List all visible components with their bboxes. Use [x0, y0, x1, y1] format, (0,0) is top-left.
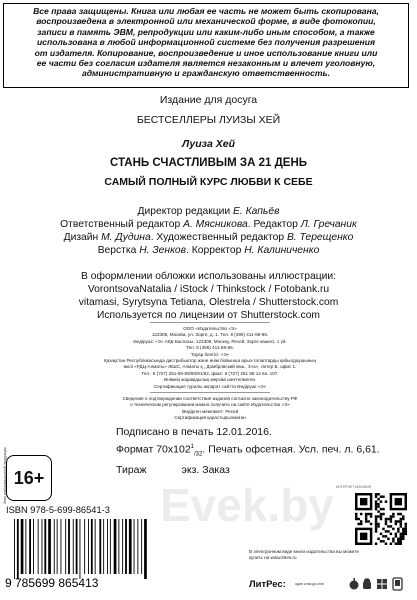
- qr-module: [400, 525, 402, 527]
- certification-line: Сертификация қарастырылмаған: [174, 415, 246, 421]
- divider: [150, 392, 270, 393]
- edition-label: Издание для досуга: [159, 94, 258, 106]
- credit-line: [0, 231, 417, 244]
- qr-module: [385, 535, 387, 537]
- illustration-credit-line: Используется по лицензии от Shutterstock.com: [96, 310, 321, 321]
- android-icon: [363, 578, 371, 589]
- qr-module: [382, 540, 384, 542]
- qr-module: [390, 515, 392, 517]
- credit-line: [0, 218, 417, 231]
- barcode-digits: 9 785699 865413: [5, 576, 99, 589]
- qr-module: [402, 538, 404, 540]
- series-label: БЕСТСЕЛЛЕРЫ ЛУИЗЫ ХЕЙ: [136, 114, 281, 126]
- barcode-bar: [125, 519, 127, 574]
- litres-line: купить на www.litres.ru: [249, 555, 297, 560]
- barcode-bar: [38, 519, 39, 574]
- format-line: Формат $70x102^1_{/32}$. Печать офсетная. Усл. печ. л. 6,61.: [116, 443, 380, 458]
- qr-module: [375, 515, 377, 517]
- qr-module: [360, 498, 367, 505]
- illustration-credit-line: vitamasi, Syrytsyna Tetiana, Olestrela / Shutterstock.com: [78, 297, 339, 308]
- qr-module: [402, 533, 404, 535]
- qr-module: [395, 533, 397, 535]
- qr-module: [405, 533, 407, 535]
- book-title: СТАНЬ СЧАСТЛИВЫМ ЗА 21 ДЕНЬ: [109, 157, 308, 169]
- barcode-bar: [95, 519, 96, 574]
- qr-module: [385, 543, 387, 545]
- qr-module: [375, 500, 377, 502]
- qr-module: [385, 523, 387, 525]
- qr-module: [390, 520, 392, 522]
- barcode-bar: [107, 519, 108, 574]
- qr-module: [365, 520, 367, 522]
- barcode-bar: [76, 519, 78, 574]
- imprint-line: ООО «Издательство «Э»: [183, 326, 237, 331]
- qr-module: [405, 523, 407, 525]
- qr-module: [392, 540, 394, 542]
- qr-module: [390, 543, 392, 545]
- qr-module: [400, 535, 402, 537]
- barcode-bar: [33, 519, 34, 574]
- notice-line: использована в любой информационной системе без получения разрешения: [36, 37, 376, 48]
- credit-line: [0, 244, 417, 257]
- barcode-bar: [21, 519, 24, 574]
- barcode-bar: [99, 519, 101, 574]
- qr-module: [365, 513, 367, 515]
- barcode-bar: [73, 519, 74, 574]
- barcode-bar: [57, 519, 58, 574]
- qr-module: [397, 540, 399, 542]
- credit-name: М. Дудина: [101, 232, 151, 243]
- qr-module: [402, 518, 404, 520]
- notice-line: ее части без согласия издателя является незаконным и влечет уголовную,: [36, 58, 376, 69]
- age-caption: Знак информационной продукции: [3, 447, 7, 504]
- qr-module: [377, 493, 379, 495]
- qr-module: [385, 530, 387, 532]
- qr-module: [370, 523, 372, 525]
- qr-module: [375, 528, 377, 530]
- qr-module: [400, 543, 402, 545]
- qr-module: [395, 498, 402, 505]
- qr-module: [400, 520, 402, 522]
- barcode-bar: [17, 519, 19, 579]
- qr-module: [382, 495, 384, 497]
- qr-module: [377, 538, 379, 540]
- qr-module: [380, 500, 382, 502]
- notice-line: записи в память ЭВМ, репродукции или каким-либо иным способом, а также: [37, 26, 375, 37]
- litres-logo: ЛитРес:: [249, 579, 286, 590]
- qr-module: [397, 513, 399, 515]
- windows-icon: [377, 579, 387, 589]
- qr-module: [377, 525, 379, 527]
- qr-module: [375, 503, 377, 505]
- qr-module: [370, 515, 372, 517]
- illustration-credit-line: В оформлении обложки использованы иллюстрации:: [81, 271, 336, 282]
- qr-module: [375, 495, 377, 497]
- qr-module: [380, 495, 382, 497]
- barcode-bar: [44, 519, 46, 574]
- qr-module: [385, 518, 387, 520]
- credit-name: В. Терещенко: [286, 232, 354, 243]
- qr-module: [380, 540, 382, 542]
- publisher-imprint: [100, 326, 320, 390]
- qr-module: [390, 525, 392, 527]
- qr-module: [395, 520, 397, 522]
- illustration-credit-line: VorontsovaNatalia / iStock / Thinkstock / Fotobank.ru: [87, 284, 330, 295]
- qr-module: [375, 520, 377, 522]
- qr-module: [375, 523, 377, 525]
- qr-module: [387, 530, 389, 532]
- qr-module: [380, 533, 382, 535]
- qr-module: [392, 515, 394, 517]
- qr-module: [375, 518, 377, 520]
- certification-line: о техническом регулировании можно получить на сайте Издательства «Э»: [130, 402, 290, 408]
- barcode-bar: [118, 519, 119, 574]
- certification-info: [95, 396, 325, 422]
- qr-code: [355, 493, 407, 545]
- barcode-bar: [91, 519, 93, 574]
- barcode-bar: [54, 519, 55, 574]
- barcode-bar: [137, 519, 138, 574]
- qr-module: [375, 525, 377, 527]
- barcode-bar: [141, 519, 142, 574]
- qr-module: [405, 530, 407, 532]
- divider: [150, 322, 270, 323]
- barcode-bar: [110, 519, 111, 574]
- barcode-bar: [68, 519, 70, 574]
- qr-module: [382, 508, 384, 510]
- qr-module: [400, 538, 402, 540]
- qr-module: [385, 520, 387, 522]
- barcode-bar: [65, 519, 66, 574]
- qr-module: [400, 523, 402, 525]
- age-rating-badge: 16+: [6, 455, 52, 501]
- qr-module: [375, 505, 377, 507]
- qr-module: [375, 543, 377, 545]
- qr-module: [400, 533, 402, 535]
- ereader-icon: [393, 578, 402, 590]
- qr-module: [387, 518, 389, 520]
- qr-module: [365, 518, 367, 520]
- qr-module: [382, 528, 384, 530]
- qr-module: [377, 498, 379, 500]
- qr-module: [377, 503, 379, 505]
- credit-role: . Корректор: [186, 245, 245, 256]
- credit-role: . Редактор: [247, 219, 301, 230]
- imprint-line: өкілі «РДЦ-Алматы» ЖШС, Алматы қ., Домбровский көш., 3«а», литер Б, офис 1.: [123, 364, 297, 370]
- qr-module: [397, 530, 399, 532]
- barcode-bar: [48, 519, 51, 574]
- qr-module: [365, 515, 367, 517]
- litres-line: В электронном виде книги издательства вы можете: [249, 549, 359, 554]
- qr-module: [402, 535, 404, 537]
- qr-module: [355, 513, 357, 515]
- imprint-line: Өнімнің жарамдылық мерзімі шектелмеген.: [163, 377, 257, 383]
- barcode-bar: [122, 519, 123, 574]
- qr-module: [387, 538, 389, 540]
- litres-info: [249, 549, 411, 577]
- qr-module: [380, 515, 382, 517]
- certification-line: Өндірген мемлекет: Ресей: [181, 408, 239, 414]
- qr-module: [377, 505, 379, 507]
- qr-module: [375, 530, 377, 532]
- qr-module: [360, 520, 362, 522]
- barcode-bar: [61, 519, 62, 574]
- credit-role: Дизайн: [63, 232, 102, 243]
- barcode: [5, 519, 172, 589]
- barcode-bar: [129, 519, 132, 574]
- qr-module: [370, 513, 372, 515]
- barcode-bar: [84, 519, 85, 574]
- qr-module: [355, 515, 357, 517]
- notice-line: административную и гражданскую ответственность.: [81, 68, 331, 79]
- book-subtitle: САМЫЙ ПОЛНЫЙ КУРС ЛЮБВИ К СЕБЕ: [104, 176, 313, 188]
- qr-module: [400, 518, 402, 520]
- qr-module: [367, 513, 369, 515]
- shop-caption: ИНТЕРНЕТ-МАГАЗИН: [336, 485, 372, 489]
- print-run: Тираж экз. Заказ: [116, 463, 230, 476]
- qr-module: [377, 510, 379, 512]
- qr-module: [395, 543, 397, 545]
- litres-tagline: один клик до книг: [295, 582, 325, 586]
- apple-icon: [350, 578, 359, 590]
- notice-line: Все права защищены. Книга или любая ее часть не может быть скопирована,: [33, 6, 379, 16]
- qr-module: [385, 500, 387, 502]
- imprint-line: Тел. 8 (495) 411-68-86.: [186, 345, 234, 351]
- qr-module: [392, 513, 394, 515]
- qr-module: [382, 513, 384, 515]
- qr-module: [392, 528, 394, 530]
- qr-module: [357, 523, 359, 525]
- imprint-line: 123308, Москва, ул. Зорге, д. 1. Тел. 8 (495) 411-68-86.: [151, 332, 269, 338]
- credits-block: [0, 205, 417, 257]
- imprint-line: Сертификация туралы ақпарат сайтта Өндіруші «Э»: [153, 383, 267, 389]
- qr-module: [360, 533, 367, 540]
- credit-role: Директор редакции: [137, 206, 233, 217]
- qr-module: [357, 518, 359, 520]
- credit-name: Е. Капьёв: [233, 206, 280, 217]
- qr-module: [405, 525, 407, 527]
- qr-module: [402, 528, 404, 530]
- qr-module: [405, 528, 407, 530]
- watermark: Evek.by: [160, 479, 334, 531]
- barcode-bar: [114, 519, 117, 574]
- print-info: [116, 425, 416, 478]
- qr-module: [377, 523, 379, 525]
- credit-line: [0, 205, 417, 218]
- qr-module: [375, 493, 377, 495]
- qr-module: [367, 520, 369, 522]
- notice-line: воспроизведена в электронной или механической форме, в виде фотокопии,: [36, 16, 376, 27]
- store-icons: [348, 577, 410, 591]
- qr-module: [355, 518, 357, 520]
- barcode-bar: [134, 519, 135, 574]
- notice-line: от издателя. Копирование, воспроизведение и иное использование книги или: [34, 47, 378, 58]
- qr-module: [360, 513, 362, 515]
- barcode-bar: [80, 519, 81, 579]
- qr-module: [400, 540, 402, 542]
- certification-line: Сведения о подтверждении соответствия издания согласно законодательству РФ: [122, 396, 298, 401]
- barcode-bar: [88, 519, 89, 574]
- qr-module: [382, 535, 384, 537]
- credit-name: Н. Калиниченко: [244, 245, 320, 256]
- imprint-line: Тауар белгісі: «Э»: [190, 351, 230, 357]
- qr-module: [397, 520, 399, 522]
- imprint-line: Тел.: 8 (727) 251-59-89/90/91/92, факс: 8 (727) 251 58 12 вн. 107.: [141, 370, 279, 376]
- barcode-bar: [103, 519, 104, 574]
- credit-name: Н. Зенков: [139, 245, 187, 256]
- qr-module: [402, 530, 404, 532]
- copyright-notice: [3, 3, 409, 88]
- qr-module: [387, 525, 389, 527]
- illustrations-credits: [0, 270, 417, 322]
- barcode-bar: [144, 519, 147, 579]
- qr-module: [380, 508, 382, 510]
- qr-module: [400, 513, 402, 515]
- imprint-line: Қазақстан Республикасында дистрибьютор және өнім бойынша арыз-талаптарды қабылдаушының: [103, 358, 317, 364]
- imprint-line: Өндіруші: «Э» АҚБ Баспасы, 123308, Мәскеу, Ресей, Зорге көшесі, 1 үй.: [133, 338, 287, 344]
- barcode-bar: [42, 519, 43, 574]
- credit-role: Ответственный редактор: [60, 219, 184, 230]
- credit-name: А. Мясникова: [183, 219, 248, 230]
- qr-module: [397, 528, 399, 530]
- barcode-bar: [25, 519, 26, 574]
- barcode-bar: [14, 519, 15, 579]
- qr-module: [402, 515, 404, 517]
- qr-module: [397, 538, 399, 540]
- credit-role: . Художественный редактор: [150, 232, 287, 243]
- barcode-bar: [29, 519, 31, 574]
- qr-module: [360, 523, 362, 525]
- isbn: ISBN 978-5-699-86541-3: [6, 505, 110, 515]
- credit-name: Л. Гречаник: [300, 219, 357, 230]
- qr-module: [380, 518, 382, 520]
- qr-module: [377, 515, 379, 517]
- signed-date: Подписано в печать 12.01.2016.: [116, 426, 272, 438]
- qr-module: [375, 508, 377, 510]
- qr-module: [390, 518, 392, 520]
- credit-role: Верстка: [97, 245, 140, 256]
- author: Луиза Хей: [182, 138, 235, 150]
- qr-module: [395, 523, 397, 525]
- qr-module: [380, 513, 382, 515]
- qr-module: [392, 538, 394, 540]
- qr-module: [397, 543, 399, 545]
- qr-module: [395, 535, 397, 537]
- qr-module: [390, 533, 392, 535]
